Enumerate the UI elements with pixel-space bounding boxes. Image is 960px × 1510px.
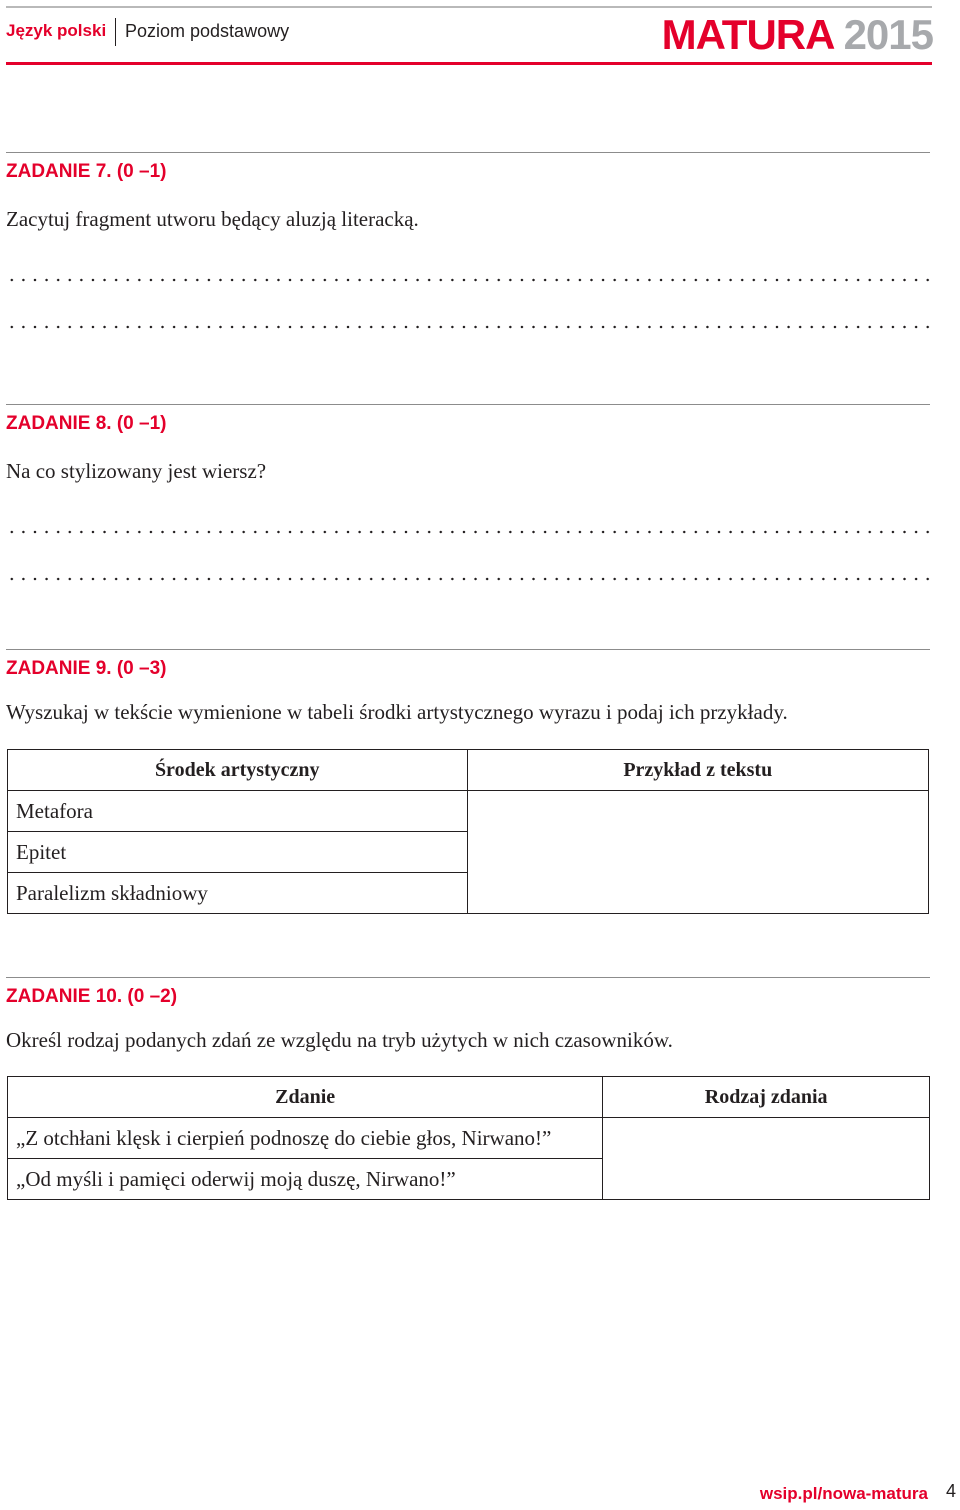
header-top-rule bbox=[6, 6, 932, 8]
column-header: Zdanie bbox=[8, 1077, 603, 1118]
table-row bbox=[8, 832, 929, 873]
answer-line[interactable] bbox=[6, 577, 930, 581]
matura-logo bbox=[662, 12, 933, 58]
task-8 bbox=[6, 404, 930, 485]
device-name: Paralelizm składniowy bbox=[8, 873, 468, 914]
devices-table bbox=[7, 749, 929, 914]
task-instruction: Na co stylizowany jest wiersz? bbox=[6, 459, 267, 483]
answer-line[interactable] bbox=[6, 325, 930, 329]
header-accent-rule bbox=[6, 62, 932, 65]
task-instruction: Określ rodzaj podanych zdań ze względu na tryb użytych w nich czasowników. bbox=[6, 1028, 673, 1052]
answer-cell[interactable] bbox=[603, 1159, 930, 1200]
column-header: Środek artystyczny bbox=[8, 750, 468, 791]
page-header bbox=[0, 0, 960, 66]
sentences-table bbox=[7, 1076, 930, 1200]
sentence-cell: „Od myśli i pamięci oderwij moją duszę, Nirwano!” bbox=[8, 1159, 603, 1200]
section-rule bbox=[6, 977, 930, 978]
table-header-row bbox=[8, 1077, 930, 1118]
task-9 bbox=[6, 649, 930, 726]
device-name: Epitet bbox=[8, 832, 468, 873]
task-instruction: Zacytuj fragment utworu będący aluzją literacką. bbox=[6, 207, 419, 231]
answer-line[interactable] bbox=[6, 278, 930, 282]
example-cell[interactable] bbox=[467, 873, 928, 914]
device-name: Metafora bbox=[8, 791, 468, 832]
answer-cell[interactable] bbox=[603, 1118, 930, 1159]
footer-link[interactable]: wsip.pl/nowa-matura bbox=[759, 1484, 928, 1503]
example-cell[interactable] bbox=[467, 791, 928, 832]
table-header-row bbox=[8, 750, 929, 791]
table-row bbox=[8, 1118, 930, 1159]
logo-year: 2015 bbox=[843, 11, 933, 58]
subject-label: Język polski bbox=[6, 21, 107, 40]
task-10 bbox=[6, 977, 930, 1054]
task-instruction: Wyszukaj w tekście wymienione w tabeli środki artystycznego wyrazu i podaj ich przykłady. bbox=[6, 700, 788, 724]
table-row bbox=[8, 873, 929, 914]
column-header: Przykład z tekstu bbox=[467, 750, 928, 791]
section-rule bbox=[6, 404, 930, 405]
task-7 bbox=[6, 152, 930, 233]
task-title: ZADANIE 9. (0 –3) bbox=[6, 658, 167, 679]
section-rule bbox=[6, 649, 930, 650]
column-header: Rodzaj zdania bbox=[603, 1077, 930, 1118]
logo-word: MATURA bbox=[661, 11, 833, 58]
task-title: ZADANIE 8. (0 –1) bbox=[6, 413, 167, 434]
table-row bbox=[8, 791, 929, 832]
task-title: ZADANIE 7. (0 –1) bbox=[6, 161, 167, 182]
sentence-cell: „Z otchłani klęsk i cierpień podnoszę do ciebie głos, Nirwano!” bbox=[8, 1118, 603, 1159]
answer-line[interactable] bbox=[6, 530, 930, 534]
task-title: ZADANIE 10. (0 –2) bbox=[6, 986, 178, 1007]
header-separator bbox=[115, 18, 116, 46]
table-row bbox=[8, 1159, 930, 1200]
level-label: Poziom podstawowy bbox=[125, 21, 290, 41]
section-rule bbox=[6, 152, 930, 153]
page-number: 4 bbox=[945, 1481, 956, 1501]
example-cell[interactable] bbox=[467, 832, 928, 873]
